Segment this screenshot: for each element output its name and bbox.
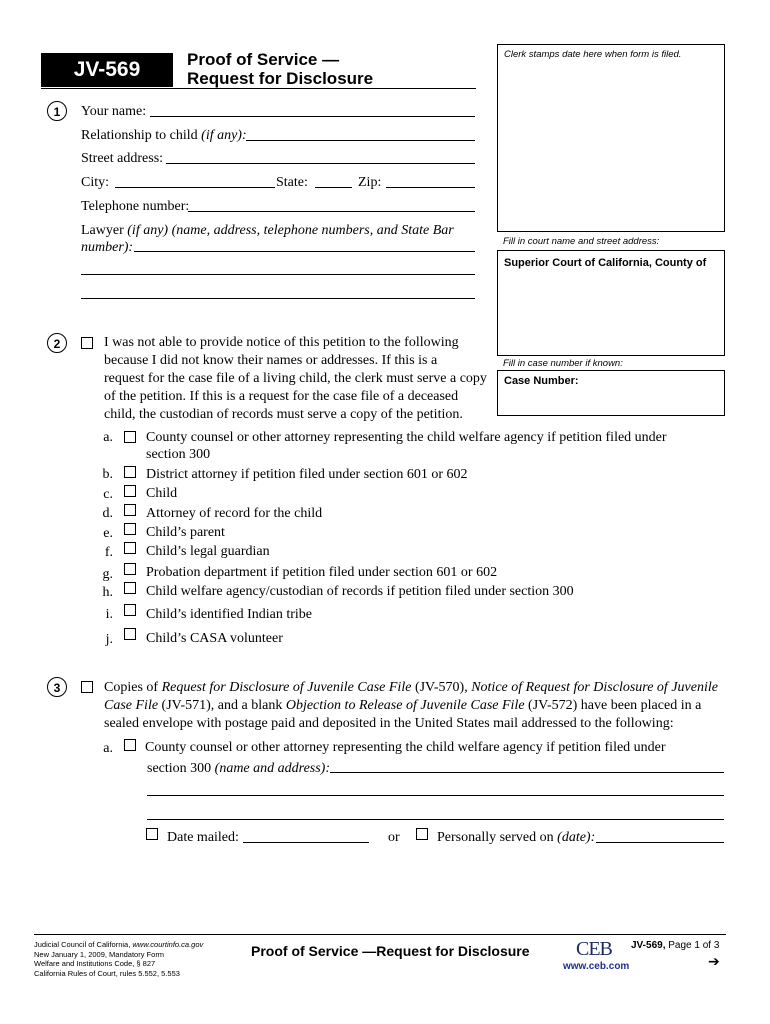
item-g-checkbox[interactable] (124, 563, 136, 575)
form-number-box (41, 53, 173, 87)
lawyer-label: Lawyer (if any) (name, address, telephone numbers, and State Bar (81, 223, 454, 238)
item-letter: d. (102, 506, 113, 521)
item-b-text: District attorney if petition filed under section 601 or 602 (146, 467, 468, 482)
item-f-text: Child’s legal guardian (146, 544, 270, 559)
item-letter: a. (103, 430, 113, 445)
street-label: Street address: (81, 151, 164, 166)
city-label: City: (81, 175, 110, 190)
item-c-text: Child (146, 486, 178, 501)
address-field-3[interactable] (147, 819, 724, 820)
item-f-checkbox[interactable] (124, 542, 136, 554)
item-d-checkbox[interactable] (124, 504, 136, 516)
relationship-label: Relationship to child (if any): (81, 128, 247, 143)
state-label: State: (276, 175, 308, 190)
state-field[interactable] (315, 187, 352, 188)
item-c-checkbox[interactable] (124, 485, 136, 497)
address-field-1[interactable] (330, 772, 724, 773)
relationship-field[interactable] (246, 140, 475, 141)
court-name-label: Fill in court name and street address: (503, 236, 660, 247)
lawyer-field-1[interactable] (134, 251, 475, 252)
item-letter: e. (103, 526, 113, 541)
clerk-stamp-note: Clerk stamps date here when form is filed. (504, 49, 682, 60)
title-rule (41, 88, 476, 89)
telephone-field[interactable] (188, 211, 475, 212)
section-3-item-a-text: County counsel or other attorney representing the child welfare agency if petition filed under (145, 740, 666, 755)
item-h-checkbox[interactable] (124, 582, 136, 594)
lawyer-label-line2: number): (81, 240, 134, 255)
item-a-checkbox[interactable] (124, 431, 136, 443)
personally-served-label: Personally served on (date): (437, 830, 596, 845)
date-mailed-label: Date mailed: (167, 830, 239, 845)
form-title-line2: Request for Disclosure (187, 69, 374, 88)
section-3-number: 3 (47, 677, 67, 697)
item-e-checkbox[interactable] (124, 523, 136, 535)
section-2-checkbox[interactable] (81, 337, 93, 349)
form-title (187, 50, 373, 88)
item-a-text2: section 300 (146, 447, 211, 462)
footer-rule (34, 934, 726, 935)
item-letter: i. (105, 607, 113, 622)
item-letter: j. (105, 632, 113, 647)
form-number: JV-569 (73, 58, 141, 81)
item-letter: g. (102, 567, 113, 582)
next-page-arrow-icon[interactable]: ➔ (708, 953, 720, 969)
item-j-checkbox[interactable] (124, 628, 136, 640)
item-i-checkbox[interactable] (124, 604, 136, 616)
case-number-label-hint: Fill in case number if known: (503, 358, 623, 369)
section-3-item-a-text2: section 300 (name and address): (147, 761, 331, 776)
item-letter: a. (103, 741, 113, 756)
personally-served-date-field[interactable] (596, 842, 724, 843)
zip-label: Zip: (358, 175, 382, 190)
lawyer-field-3[interactable] (81, 298, 475, 299)
item-letter: b. (102, 467, 113, 482)
item-letter: f. (104, 545, 113, 560)
item-a-text: County counsel or other attorney representing the child welfare agency if petition filed under (146, 430, 667, 445)
telephone-label: Telephone number: (81, 199, 190, 214)
section-2-number: 2 (47, 333, 67, 353)
footer-info: Judicial Council of California, www.courtinfo.ca.gov New January 1, 2009, Mandatory Form Welfare and Institutions Code, § 827 California Rules of Court, rules 5.552, 5.553 (34, 940, 204, 978)
address-field-2[interactable] (147, 795, 724, 796)
item-e-text: Child’s parent (146, 525, 225, 540)
item-j-text: Child’s CASA volunteer (146, 631, 283, 646)
date-mailed-checkbox[interactable] (146, 828, 158, 840)
lawyer-field-2[interactable] (81, 274, 475, 275)
item-b-checkbox[interactable] (124, 466, 136, 478)
section-3-item-a-checkbox[interactable] (124, 739, 136, 751)
city-field[interactable] (115, 187, 275, 188)
section-1-number: 1 (47, 101, 67, 121)
footer-title: Proof of Service —Request for Disclosure (251, 943, 530, 959)
ceb-logo: CEB (576, 938, 612, 960)
court-name-text: Superior Court of California, County of (504, 257, 707, 269)
item-h-text: Child welfare agency/custodian of records if petition filed under section 300 (146, 584, 574, 599)
your-name-label: Your name: (81, 104, 147, 119)
ceb-url-link[interactable]: www.ceb.com (563, 961, 630, 972)
case-number-label: Case Number: (504, 375, 579, 387)
or-label: or (388, 830, 400, 845)
court-name-box[interactable] (497, 250, 725, 356)
street-field[interactable] (166, 163, 475, 164)
item-letter: c. (103, 487, 113, 502)
zip-field[interactable] (386, 187, 475, 188)
clerk-stamp-box[interactable] (497, 44, 725, 232)
item-letter: h. (102, 585, 113, 600)
section-3-paragraph: Copies of Request for Disclosure of Juvenile Case File (JV-570), Notice of Request for Disclosure of Juvenile Case File (JV-571), and a blank Objection to Release of Juvenile Case File (JV-572) have been placed in a sealed envelope with postage paid and deposited in the United States mail addressed to the following: (104, 680, 718, 731)
personally-served-checkbox[interactable] (416, 828, 428, 840)
item-i-text: Child’s identified Indian tribe (146, 607, 313, 622)
section-3-checkbox[interactable] (81, 681, 93, 693)
section-2-paragraph: I was not able to provide notice of this petition to the following because I did not know their names or addresses. If this is a request for the case file of a living child, the clerk must serve a copy of the petition. If this is a request for the case file of a deceased child, the custodian of records must serve a copy of the petition. (104, 335, 487, 422)
item-g-text: Probation department if petition filed under section 601 or 602 (146, 565, 498, 580)
footer-page-number: JV-569, Page 1 of 3 (631, 940, 720, 951)
case-number-box[interactable] (497, 370, 725, 416)
form-title-line1: Proof of Service — (187, 50, 340, 69)
your-name-field[interactable] (150, 116, 475, 117)
item-d-text: Attorney of record for the child (146, 506, 323, 521)
date-mailed-field[interactable] (243, 842, 369, 843)
